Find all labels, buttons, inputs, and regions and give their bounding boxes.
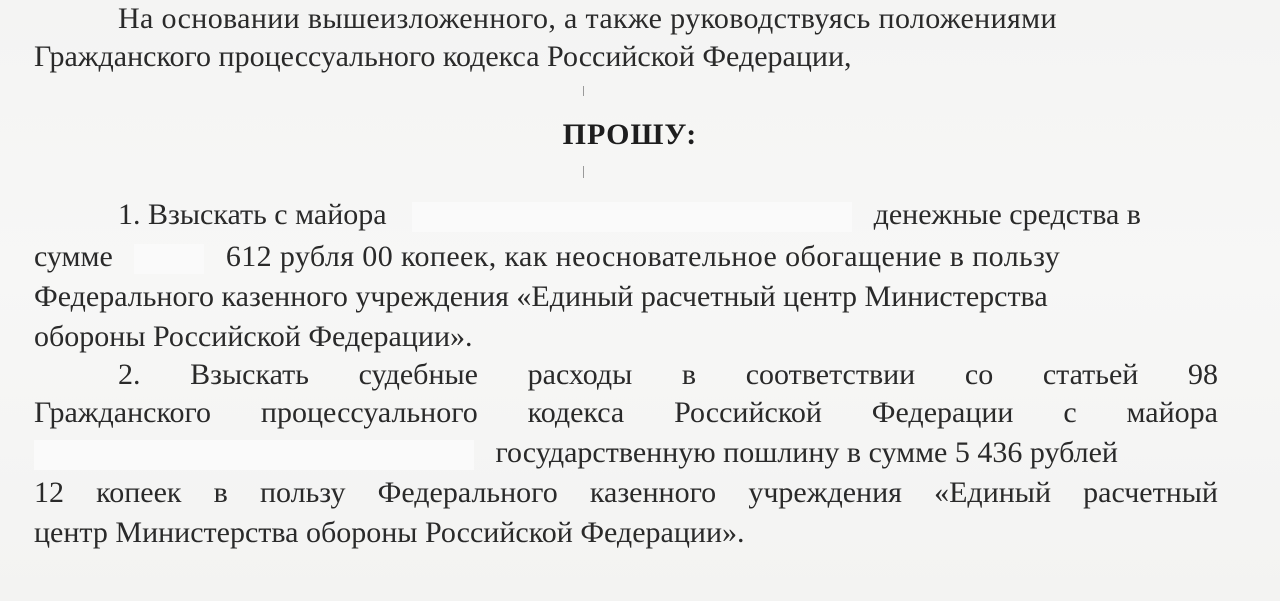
request-heading: ПРОШУ:	[562, 118, 698, 151]
scan-mark	[583, 166, 584, 178]
redacted-name	[412, 202, 852, 232]
item-1-line-1: 1. Взыскать с майора денежные средства в	[118, 198, 1141, 231]
scan-mark	[583, 86, 584, 96]
redacted-amount	[134, 244, 204, 274]
item-1-line-4: обороны Российской Федерации».	[34, 320, 473, 353]
item-2-line-5: центр Министерства обороны Российской Федерации».	[34, 516, 745, 549]
redacted-name	[34, 440, 474, 470]
item-1-line-2: сумме 612 рубля 00 копеек, как неосновательное обогащение в пользу	[34, 240, 1061, 273]
item-2-line-3: государственную пошлину в сумме 5 436 рублей	[34, 434, 1218, 472]
item-2-line-4: 12 копеек в пользу Федерального казенного учреждения «Единый расчетный	[34, 476, 1218, 509]
intro-line-1: На основании вышеизложенного, а также руководствуясь положениями	[118, 2, 1057, 35]
item-1-line-3: Федерального казенного учреждения «Единый расчетный центр Министерства	[34, 280, 1048, 313]
intro-line-2: Гражданского процессуального кодекса Российской Федерации,	[34, 40, 852, 73]
item-2-line-2: Гражданского процессуального кодекса Российской Федерации с майора	[34, 396, 1218, 429]
item-2-line-1: 2. Взыскать судебные расходы в соответствии со статьей 98	[118, 358, 1218, 391]
